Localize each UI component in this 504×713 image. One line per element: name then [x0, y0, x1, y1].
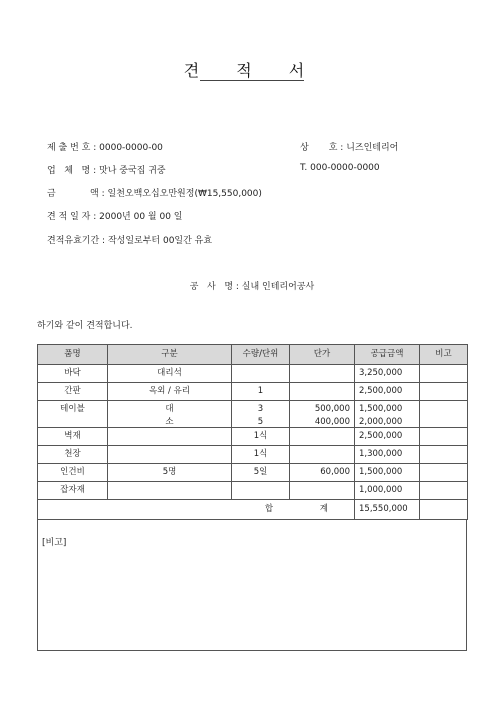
company-value: 니즈인테리어: [346, 143, 399, 153]
cell-category: [108, 428, 232, 446]
total-amount: 15,550,000: [355, 500, 420, 520]
cell-amount-line: 2,000,000: [359, 417, 403, 427]
project-label: 공 사 명: [189, 282, 234, 292]
cell-quantity: [232, 401, 290, 428]
cell-item-name: 테이블: [38, 401, 108, 428]
cell-note: [420, 365, 468, 383]
quote-table: [37, 344, 468, 520]
cell-note: [420, 428, 468, 446]
cell-category: [108, 401, 232, 428]
cell-note: [420, 464, 468, 482]
cell-quantity: 1식: [232, 428, 290, 446]
header-note: 비고: [420, 345, 468, 365]
cell-unit-price: [290, 401, 355, 428]
total-label: 합 계: [38, 500, 355, 520]
total-row: [38, 500, 468, 520]
cell-item-name: 바닥: [38, 365, 108, 383]
table-row: [38, 446, 468, 464]
intro-text: 하기와 같이 견적합니다.: [37, 321, 133, 331]
cell-amount: [355, 401, 420, 428]
cell-item-name: 인건비: [38, 464, 108, 482]
validity-value: 작성일로부터 00일간 유효: [107, 236, 213, 246]
cell-quantity: 1식: [232, 446, 290, 464]
remarks-label: [비고]: [42, 538, 67, 548]
document-title: 견 적 서: [183, 61, 321, 80]
amount-value: 일천오백오십오만원정(₩15,550,000): [107, 189, 262, 199]
cell-quantity: [232, 482, 290, 500]
cell-category: [108, 446, 232, 464]
header-supply-amount: 공급금액: [355, 345, 420, 365]
cell-unit-price-line: 400,000: [314, 417, 350, 427]
cell-quantity: [232, 365, 290, 383]
table-row: [38, 383, 468, 401]
cell-category: 5명: [108, 464, 232, 482]
cell-unit-price: [290, 365, 355, 383]
title-underline: [200, 80, 304, 81]
header-quantity: 수량/단위: [232, 345, 290, 365]
header-category: 구분: [108, 345, 232, 365]
cell-quantity: 1: [232, 383, 290, 401]
cell-amount: 3,250,000: [355, 365, 420, 383]
cell-unit-price: [290, 428, 355, 446]
cell-item-name: 잡자재: [38, 482, 108, 500]
validity-row: 견적유효기간 : 작성일로부터 00일간 유효: [47, 233, 212, 246]
cell-category-line: 대: [165, 404, 174, 414]
cell-amount: 1,000,000: [355, 482, 420, 500]
project-row: 공 사 명 : 실내 인테리어공사: [189, 282, 315, 292]
validity-label: 견적유효기간: [47, 236, 100, 246]
cell-amount: 2,500,000: [355, 428, 420, 446]
cell-item-name: 천장: [38, 446, 108, 464]
cell-amount: 1,300,000: [355, 446, 420, 464]
table-row: [38, 464, 468, 482]
table-row: [38, 365, 468, 383]
cell-category: 옥외 / 유리: [108, 383, 232, 401]
header-item-name: 품명: [38, 345, 108, 365]
header-unit-price: 단가: [290, 345, 355, 365]
client-label: 업 체 명: [47, 166, 91, 176]
cell-quantity: 5일: [232, 464, 290, 482]
cell-amount-line: 1,500,000: [359, 404, 403, 414]
cell-quantity-line: 3: [257, 404, 264, 414]
client-value: 맛나 중국집 귀중: [99, 166, 166, 176]
cell-quantity-line: 5: [257, 417, 264, 427]
table-row: [38, 482, 468, 500]
cell-amount: 1,500,000: [355, 464, 420, 482]
cell-category-line: 소: [165, 417, 174, 427]
cell-item-name: 벽재: [38, 428, 108, 446]
table-row: [38, 401, 468, 428]
phone-value: T. 000-0000-0000: [300, 163, 380, 173]
doc-number-label: 제 출 번 호: [47, 143, 91, 153]
total-note: [420, 500, 468, 520]
amount-row: 금 액 : 일천오백오십오만원정(₩15,550,000): [47, 186, 262, 199]
table-row: [38, 428, 468, 446]
cell-amount: 2,500,000: [355, 383, 420, 401]
cell-unit-price: [290, 383, 355, 401]
cell-item-name: 간판: [38, 383, 108, 401]
date-row: 견 적 일 자 : 2000년 00 월 00 일: [47, 209, 182, 222]
doc-number-row: 제 출 번 호 : 0000-0000-00: [47, 140, 163, 153]
cell-unit-price: [290, 482, 355, 500]
project-value: 실내 인테리어공사: [241, 282, 315, 292]
company-row: 상 호 : 니즈인테리어: [300, 140, 398, 153]
cell-note: [420, 446, 468, 464]
cell-note: [420, 383, 468, 401]
client-row: 업 체 명 : 맛나 중국집 귀중: [47, 163, 166, 176]
date-label: 견 적 일 자: [47, 212, 91, 222]
amount-label: 금 액: [47, 189, 99, 199]
cell-category: [108, 482, 232, 500]
cell-unit-price: [290, 446, 355, 464]
cell-note: [420, 401, 468, 428]
cell-unit-price: 60,000: [290, 464, 355, 482]
cell-unit-price-line: 500,000: [314, 404, 350, 414]
cell-category: 대리석: [108, 365, 232, 383]
company-label: 상 호: [300, 143, 338, 153]
doc-number-value: 0000-0000-00: [99, 143, 163, 153]
date-value: 2000년 00 월 00 일: [99, 212, 183, 222]
remarks-box: [37, 519, 467, 651]
cell-note: [420, 482, 468, 500]
table-header-row: [38, 345, 468, 365]
